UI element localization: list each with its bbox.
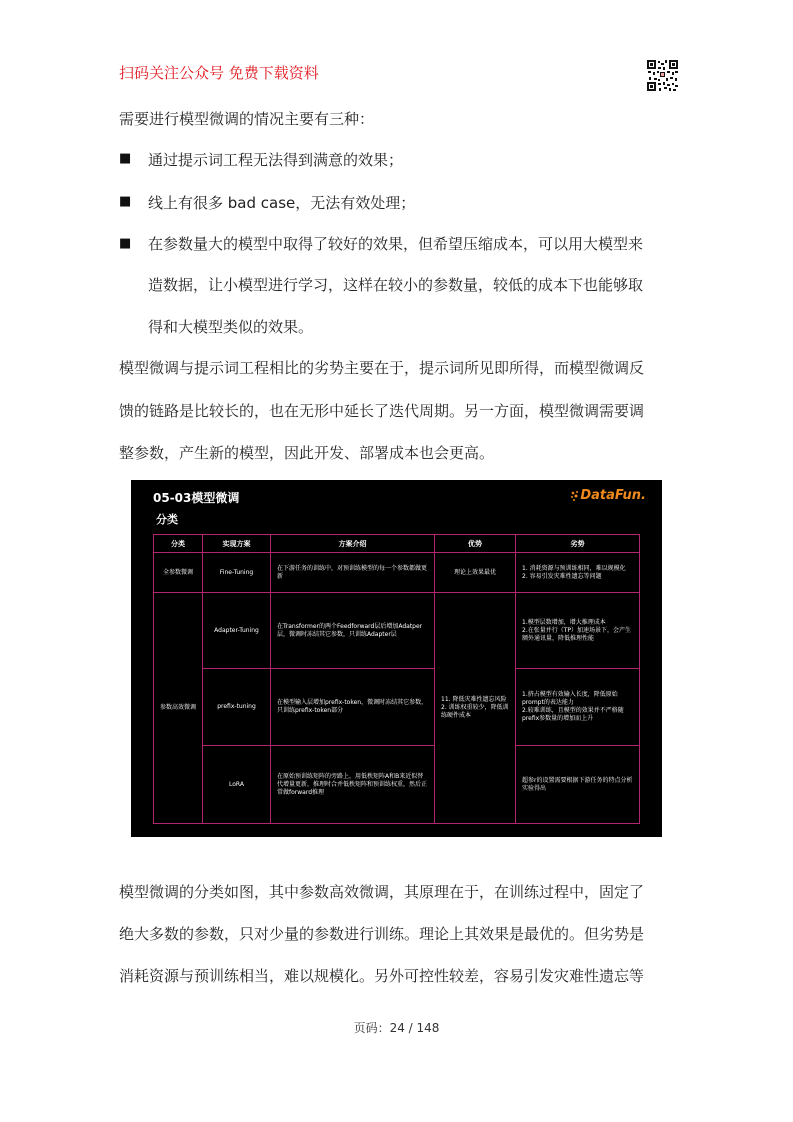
bullet-item-continued: 得和大模型类似的效果。	[148, 318, 314, 336]
advantage-line: 2. 训练权重较少，降低训练硬件成本	[441, 704, 509, 719]
slide-image	[131, 480, 662, 837]
page-header	[119, 59, 679, 93]
table-header-cell: 分类	[153, 534, 203, 553]
table-header-cell: 实现方案	[202, 534, 271, 553]
table-cell: Fine-Tuning	[202, 552, 271, 593]
disadvantage-line: 2.在张量并行（TP）加速场景下，会产生额外通讯量，降低推理性能	[522, 626, 632, 642]
advantage-line: 11. 降低灾难性遗忘风险	[441, 696, 507, 703]
paragraph-line: 模型微调与提示词工程相比的劣势主要在于，提示词所见即所得，而模型微调反	[119, 359, 645, 377]
paragraph-line: 模型微调的分类如图，其中参数高效微调，其原理在于，在训练过程中，固定了	[119, 883, 645, 901]
table-cell	[515, 552, 640, 593]
disadvantage-line: 1.挤占模型有效输入长度，降低原始prompt的表达能力	[522, 691, 618, 706]
table-header-cell: 优势	[434, 534, 516, 553]
disadvantage-line: 1. 消耗资源与预训练相同，难以规模化	[522, 564, 626, 572]
bullet-marker: ■	[119, 194, 132, 209]
table-cell: 超参r的设置需要根据下游任务的特点分析实验得出	[515, 745, 640, 824]
slide-title: 05-03模型微调	[153, 491, 240, 505]
table-cell: 在Transformer的两个Feedforward层后增加Adatper层，微调时冻结其它参数，只训练Adapter层	[270, 592, 435, 669]
datafun-logo: DataFun.	[580, 488, 646, 503]
bullet-item: 通过提示词工程无法得到满意的效果；	[148, 151, 404, 169]
table-cell	[434, 592, 516, 824]
table-cell: 参数高效微调	[153, 592, 203, 824]
bullet-item: 在参数量大的模型中取得了较好的效果，但希望压缩成本，可以用大模型来	[148, 235, 644, 253]
bullet-marker: ■	[119, 236, 132, 251]
table-cell: 全参数微调	[153, 552, 203, 593]
bullet-item-continued: 造数据，让小模型进行学习，这样在较小的参数量，较低的成本下也能够取	[148, 276, 644, 294]
disadvantage-line: 1.模型层数增加，增大推理成本	[522, 618, 606, 626]
bullet-marker: ■	[119, 151, 132, 166]
slide-subtitle: 分类	[156, 513, 178, 526]
disadvantage-line: 2.较难训练，且模型的效果并不严格随prefix参数量的增加而上升	[522, 707, 624, 722]
table-cell: 在模型输入层增加prefix-token，微调时冻结其它参数，只训练prefix-token部分	[270, 668, 435, 746]
table-cell: 理论上效果最优	[434, 552, 516, 593]
table-cell: LoRA	[202, 745, 271, 824]
intro-text: 需要进行模型微调的情况主要有三种：	[119, 110, 375, 128]
table-cell: 在下游任务的训练中，对预训练模型的每一个参数都做更新	[270, 552, 435, 593]
paragraph-line: 馈的链路是比较长的，也在无形中延长了迭代周期。另一方面，模型微调需要调	[119, 402, 645, 420]
bullet-item: 线上有很多 bad case，无法有效处理；	[148, 194, 416, 212]
table-header-cell: 劣势	[515, 534, 640, 553]
table-cell: Adapter-Tuning	[202, 592, 271, 669]
table-cell: 在原始预训练矩阵的旁路上，用低秩矩阵A和B来近似替代增量更新，推理时合并低秩矩阵和预训练权重，然后正常做forward推理	[270, 745, 435, 824]
table-header-cell: 方案介绍	[270, 534, 435, 553]
qr-code-icon	[646, 59, 679, 92]
paragraph-line: 整参数，产生新的模型，因此开发、部署成本也会更高。	[119, 444, 495, 462]
page-number: 页码：24 / 148	[353, 1021, 440, 1035]
disadvantage-line: 2. 容易引发灾难性遗忘等问题	[522, 572, 602, 580]
table-cell: prefix-tuning	[202, 668, 271, 746]
paragraph-line: 绝大多数的参数，只对少量的参数进行训练。理论上其效果是最优的。但劣势是	[119, 925, 645, 943]
promo-text: 扫码关注公众号 免费下载资料	[119, 64, 319, 82]
table-cell	[515, 592, 640, 669]
paragraph-line: 消耗资源与预训练相当，难以规模化。另外可控性较差，容易引发灾难性遗忘等	[119, 967, 645, 985]
classification-table	[153, 534, 640, 824]
table-cell	[515, 668, 640, 746]
